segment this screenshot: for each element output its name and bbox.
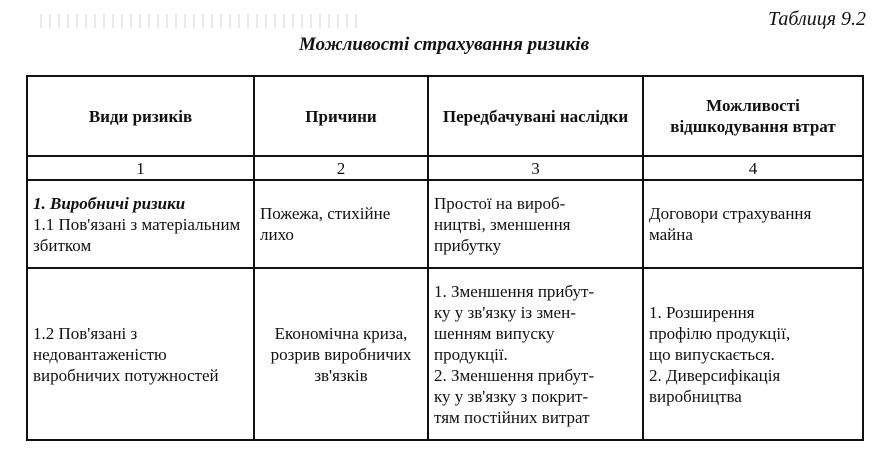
scan-artifact bbox=[40, 14, 360, 28]
consequence-line: ку у зв'язку з покрит- bbox=[434, 386, 589, 406]
column-number-row bbox=[27, 156, 863, 180]
consequence-line: прибутку bbox=[434, 235, 502, 255]
consequence-line: продукції. bbox=[434, 344, 508, 364]
consequence-line: тям постійних витрат bbox=[434, 407, 590, 427]
risk-cell: 1.2 Пов'язані з недовантаженістю виробничих потужностей bbox=[27, 268, 254, 440]
compensation-line: 2. Диверсифікація bbox=[649, 365, 781, 385]
column-number: 4 bbox=[643, 156, 863, 180]
column-number: 1 bbox=[27, 156, 254, 180]
risk-cell bbox=[27, 180, 254, 268]
compensation-line: виробництва bbox=[649, 386, 742, 406]
compensation-line: Договори страхування bbox=[649, 204, 812, 223]
column-number: 3 bbox=[428, 156, 643, 180]
consequence-line: шенням випуску bbox=[434, 323, 555, 343]
compensation-cell bbox=[643, 268, 863, 440]
header-compensation: Можливості відшкодування втрат bbox=[643, 76, 863, 156]
cause-cell: Економічна криза, розрив виробничих зв'язків bbox=[254, 268, 428, 440]
compensation-line: що випускається. bbox=[649, 344, 775, 364]
consequences-cell bbox=[428, 180, 643, 268]
risk-group-heading: 1. Виробничі ризики bbox=[33, 193, 186, 213]
compensation-line: майна bbox=[649, 225, 693, 244]
header-risk-types: Види ризиків bbox=[27, 76, 254, 156]
column-number: 2 bbox=[254, 156, 428, 180]
risk-name: 1.1 Пов'язані з матеріальним збитком bbox=[33, 214, 241, 255]
compensation-line: 1. Розширення bbox=[649, 302, 755, 322]
consequence-line: Простої на вироб- bbox=[434, 193, 566, 213]
consequence-line: ництві, зменшення bbox=[434, 214, 571, 234]
compensation-cell bbox=[643, 180, 863, 268]
header-causes: Причини bbox=[254, 76, 428, 156]
table-number-label: Таблиця 9.2 bbox=[768, 8, 866, 30]
header-row bbox=[27, 76, 863, 156]
consequence-line: 2. Зменшення прибут- bbox=[434, 365, 595, 385]
consequence-line: ку у зв'язку із змен- bbox=[434, 302, 576, 322]
compensation-line: профілю продукції, bbox=[649, 323, 791, 343]
table-row bbox=[27, 180, 863, 268]
consequence-line: 1. Зменшення прибут- bbox=[434, 281, 595, 301]
consequences-cell bbox=[428, 268, 643, 440]
table-row bbox=[27, 268, 863, 440]
cause-cell: Пожежа, стихійне лихо bbox=[254, 180, 428, 268]
header-consequences: Передбачувані наслідки bbox=[428, 76, 643, 156]
table-title: Можливості страхування ризиків bbox=[298, 34, 590, 55]
risk-insurance-table bbox=[26, 75, 864, 441]
